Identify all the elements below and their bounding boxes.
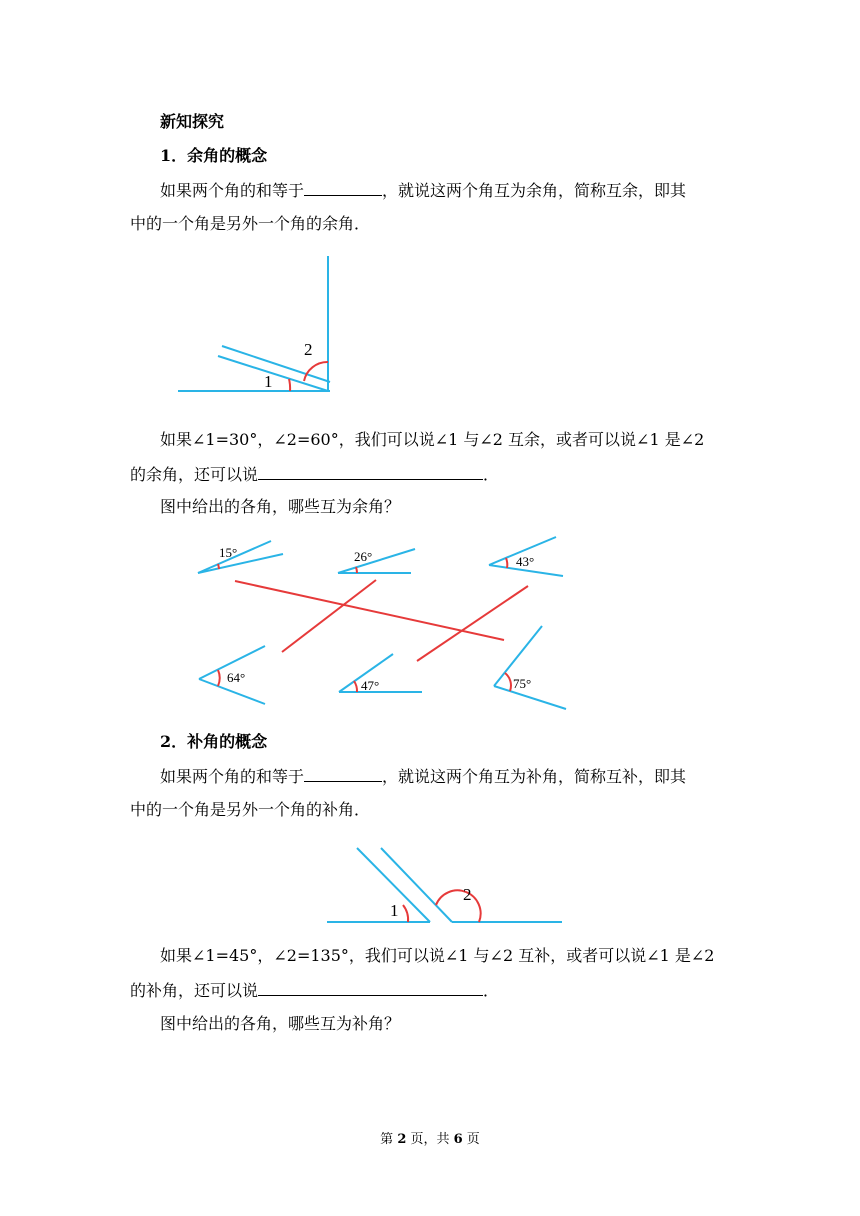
footer-mid: 页，共 bbox=[406, 1132, 454, 1147]
angle-label-5: 75° bbox=[513, 676, 532, 691]
sec1-example-blank[interactable] bbox=[258, 464, 483, 480]
section-heading: 新知探究 bbox=[160, 112, 225, 131]
sec1-definition-text-a: 如果两个角的和等于 bbox=[160, 181, 305, 200]
sec2-title: 2．补角的概念 bbox=[160, 732, 268, 751]
sec1-example-line1: 如果∠1=30°，∠2=60°，我们可以说∠1 与∠2 互余，或者可以说∠1 是∠2 bbox=[160, 430, 705, 449]
sec2-example-text: 的补角，还可以说 bbox=[130, 981, 259, 1000]
angle-label-1: 26° bbox=[354, 549, 373, 564]
match-line-43-47 bbox=[417, 586, 528, 661]
footer-post: 页 bbox=[462, 1132, 480, 1147]
sec2-definition-line2: 中的一个角是另外一个角的补角． bbox=[130, 800, 371, 819]
angle-label-0: 15° bbox=[219, 545, 238, 560]
sec2-example-blank[interactable] bbox=[258, 980, 483, 996]
angle-label-4: 47° bbox=[361, 678, 380, 693]
sec1-example-text: 的余角，还可以说 bbox=[130, 465, 259, 484]
sec2-definition-text-b: ，就说这两个角互为补角，简称互补，即其 bbox=[382, 767, 687, 786]
sec1-definition-text-b: ，就说这两个角互为余角，简称互余，即其 bbox=[382, 181, 687, 200]
match-line-26-64 bbox=[282, 580, 376, 652]
sec2-example-line2 bbox=[130, 980, 499, 1001]
sec2-definition-line1 bbox=[160, 766, 686, 787]
sec1-title: 1．余角的概念 bbox=[160, 146, 268, 165]
sec2-definition-blank[interactable] bbox=[304, 766, 382, 782]
sec1-definition-blank[interactable] bbox=[304, 180, 382, 196]
sec1-definition-line2: 中的一个角是另外一个角的余角． bbox=[130, 214, 371, 233]
sec1-example-line2 bbox=[130, 464, 499, 485]
sec2-definition-text-a: 如果两个角的和等于 bbox=[160, 767, 305, 786]
sec1-definition-line1 bbox=[160, 180, 686, 201]
fig3-label-1: 1 bbox=[390, 901, 399, 920]
angle-label-2: 43° bbox=[516, 554, 535, 569]
page-footer bbox=[0, 1128, 860, 1147]
sec2-example-line1: 如果∠1=45°，∠2=135°，我们可以说∠1 与∠2 互补，或者可以说∠1 是∠2 bbox=[160, 946, 715, 965]
footer-pre: 第 bbox=[380, 1132, 398, 1147]
sec2-example-end: ． bbox=[483, 981, 500, 1000]
fig1-label-2: 2 bbox=[304, 340, 313, 359]
match-line-15-75 bbox=[235, 581, 504, 640]
footer-page-number: 2 bbox=[397, 1132, 407, 1147]
fig3-label-2: 2 bbox=[463, 885, 472, 904]
sec2-question: 图中给出的各角，哪些互为补角？ bbox=[160, 1014, 401, 1033]
sec1-example-end: ． bbox=[483, 465, 500, 484]
fig1-label-1: 1 bbox=[264, 372, 273, 391]
angle-label-3: 64° bbox=[227, 670, 246, 685]
footer-total-pages: 6 bbox=[453, 1132, 463, 1147]
sec1-question: 图中给出的各角，哪些互为余角？ bbox=[160, 497, 401, 516]
